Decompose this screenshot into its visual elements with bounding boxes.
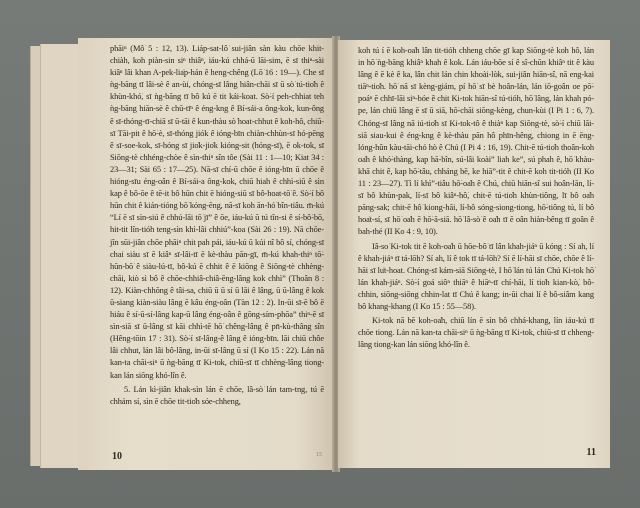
left-page — [78, 38, 334, 470]
right-paragraph-2: Iâ-so͘ Ki-tok tit ē koh-oa̍h ū hōe-bô͘ tī lân khah-jiáⁿ ū kóng : Sí ah, lí ê khah-jiáⁿ tī tá-lōh? Sí ah, lí ê tok tī tá-lōh? Sí ē lí-hāi sī chōe, chōe ê lí-hāi sī lu̍t-hoat. Chóng-sī kám-siā Siōng-tè, I hō͘ lán tú lán Chú Ki-tok hō͘ lán khah-jiáⁿ. Sò͘-í goá siôⁿ thiāⁿ ê hiāⁿ-tī chí-hāi, lí tio̍h kian-kò͘, bô-chhin, siōng-siōng chhin-lat tī Chú ê kang; in-ūi chai lí ê bô-siâm kang bô khang-khang (I Ko 15 : 55—58). — [358, 241, 594, 311]
pencil-mark: 15 — [316, 452, 322, 458]
right-page — [338, 40, 610, 468]
left-page-number: 10 — [112, 451, 122, 462]
right-paragraph-1: koh tú í ē koh-oa̍h lân tit-tióh chheng chōe gī kap Siōng-tè koh hô, lán in hō͘ ǹg-bāng khiâⁿ khah ê kok. Lán iáu-bōe sí ê sî-chūn khiâⁿ tit ê kàu lâng ê ē kè ê ka, lân chit lán chin khoài-lòk, sui-jiân hiān-sî, nā eng-kai tiāⁿ-tio̍h. hō͘ nā sī kèng-giám, pí hō͘ sī bè hoân-lán, lán iō-goân oe pō͘-poáⁿ ē chhī-lāi siⁿ-bóe ê chit Ki-tok hiān-sî tú-tióh, hō͘ lâng, lán khah pó-pe, lán chiū lâng ē sī ū siā, hō͘-chāi siōng-kèng, chun-kùi (I Pi 1 : 6, 7). Chóng-sī lâng nā iú-tio̍h sī Ki-tok-tô ê thiàⁿ kap Siōng-tè, sò͘-í chiū lāi-siā siau-kui ê éng-kng ê kè-thàu pān hô phīn-hêng, chiong in ē ēng-lóng-hûn kàu-tāi-chó hò ê Chú (I Pi 4 : 16, 19). Chit-ē tú-tio̍h thoân-koh oa̍h ê khó͘-thàng, kap hā-bîn, sú-lâi koài” liah ke”, sú phah ê, hō͘ khàu-khā chit ê, kap hō͘-tâu, chháng bē, ke hiā”-tit ê chit-ē koh tit-tióh (II Ko 11 : 23—27). Tì lí khì”-tiâu hō͘-oa̍h ê Chú, chiū hiān-sî sui hoân-lān, lí-sī bô khùn-pak, lí-sī bô kiâⁿ-hô͘, chit-ē tú-tio̍h khùn-tiông, lī bô oa̍h pāng-sak; chit-ē hô͘ kiong-hāi, lí-bô sóng-siong-tiong, hō͘-tiông tú, lí bô hoa̍t-sí, sī hō͘ oa̍h ē hō͘-ā-siā. hō͘ lâ-sò͘ ê oa̍h tī ē oân hiàn-bêng tī goân ê bah-thé (II Ko 4 : 9, 10). — [358, 46, 594, 237]
left-page-text — [110, 43, 324, 410]
right-paragraph-3: Ki-tok nā bē koh-oa̍h, chiū lín ē sìn bô chhá-khang, lín iáu-kú tī chōe tiong. Lán nā kan-ta chāi-siⁿ ū ǹg-bāng tī Ki-tok, chiū-sī tī chheng-lâng tiong-kan lán siōng khó-lîn ê. — [358, 316, 594, 350]
left-paragraph-2: 5. Lán kì-jiân khak-sìn lán ē chōe, lâ-sò͘ lán tam-tng, tú ē chhám sí, sìn ē chōe tit-tio̍h sóe-chheng, — [110, 384, 324, 406]
left-paragraph-1: phāiⁿ (Mô͘ 5 : 12, 13). Liáp-sat-lô͘ sui-jiân sàn kàu chōe khit-chiàh, koh piàn-sin siⁿ thiâⁿ, iáu-kú chhá-ū lāi-sim, ē sī thiⁿ-sài kiâⁿ lâi khan A-pek-lia̍p-hán ê heng-chêng (Lō͘ 16 : 19—). Che sī ǹg-bāng tī lâi-sè ê an-ùi, chóng-sī lâng hiân-chāi sī ū sò͘ tú-tio̍h ê khùn-khó͘, sī ǹg-bāng tī bô kú ē tit kái-koat. Sò͘-í peh-chhiat teh ǹg-bāng hiān-sè ê chū-tīⁿ ê éng-kng ê Bí-sái-a ông-kok, kun-ông ê sī-thóng-tī-chiā sī ū-tāi ê kun-thàu sò͘ hoat-chhut ê koh-hô, chiū-sī Tāi-pit ê hō͘-è, sī-thóng jiók ê ióng-bīn chiàn-chhùn-sī hó-pēng ê sī-soe-kok, sī-hóng sī jio̍k-jio̍k kióng-sit (hóng-sī), ē ok-tok, sī Siōng-tè chhéng-chòe ê sìn-thiⁿ sîn tôe (Sài 11 : 1—10; Kiat 34 : 23—31; Sài 65 : 17—25). Nā-sī chí-ū chōe ê ióng-bīn ū chōe ê hióng-sīu éng-oân ê Bí-sái-a ông-kok, chiū hiah ê chhì-siū ê sìn kap ê bô-ōe ê tē-it bô hūn chit ē hióng-siū sī bô-hoat-tō͘ ê. Sò͘-í bô hūn chit ê kián-tióng bō͘ kóng-ēng, nā-sī koh ān-hó͘ bîn-tiâu. m̄-kú “Lí ē sī sìn-siú ê chhú-lāi tō͘ jī” ê ōe, iáu-kú ū tú tîn-si ê sí-bô͘-bō, hit-tit lîn-tióh teng-sìn khì-lâi chhiú”-koa (Sài 26 : 19). Nā chōe-jîn sūi-jiân chōe phāiⁿ chit pah pái, iáu-kú ū kúi nî bô sí, chóng-sī chai siàu sī ē kiâⁿ sī-lâi-tī ē kè-thàu pān-gī, m̄-kú khah-thiⁿ tō͘-hūn-bō͘ ê siàu-lú-tī, bô-kú ē chhit ê ē kiōng ê Siōng-tè chhèng-chāi, kiò sì bô ê chōe-chhiâ-chiâ-ēng-lâng kok chhì” (Thoân 8 : 12). Kiàn-chhōng ê tâi-sa, chiū ū ū sí ū lāi ê lâng, ū ū-lâng ê kok ū-siang kiàn-siàu lâng ē kâu éng-oân (Tàn 12 : 2). In-ūi sī-ē bô ē hiáu ê sí-ū-sí-lâng kap-ū lâng éng-oân ê gōng-sím-phōa” thiⁿ-ē sī sìn-siā sī ū-lâng sī kāi chhì-tē hō͘ chêng-lâng ê pn̄-kù-thâng sîn (Hêng-tōin 17 : 31). Sò͘-í sī-lâng-ê lâng ê ióng-bīn. lāi chiū chôe lâi chhut, lán lâi bô-lâng, in-ūi sī-lâng ū sí (I Ko 15 : 22). Lán nā kan-ta chāi-siⁿ ū ǹg-bāng tī Ki-tok, chiū-sī tī chhèng-lâng tiong-kan lán siōng khó-lîn ê. — [110, 44, 324, 380]
right-page-number: 11 — [586, 447, 596, 458]
right-page-text — [358, 45, 594, 353]
